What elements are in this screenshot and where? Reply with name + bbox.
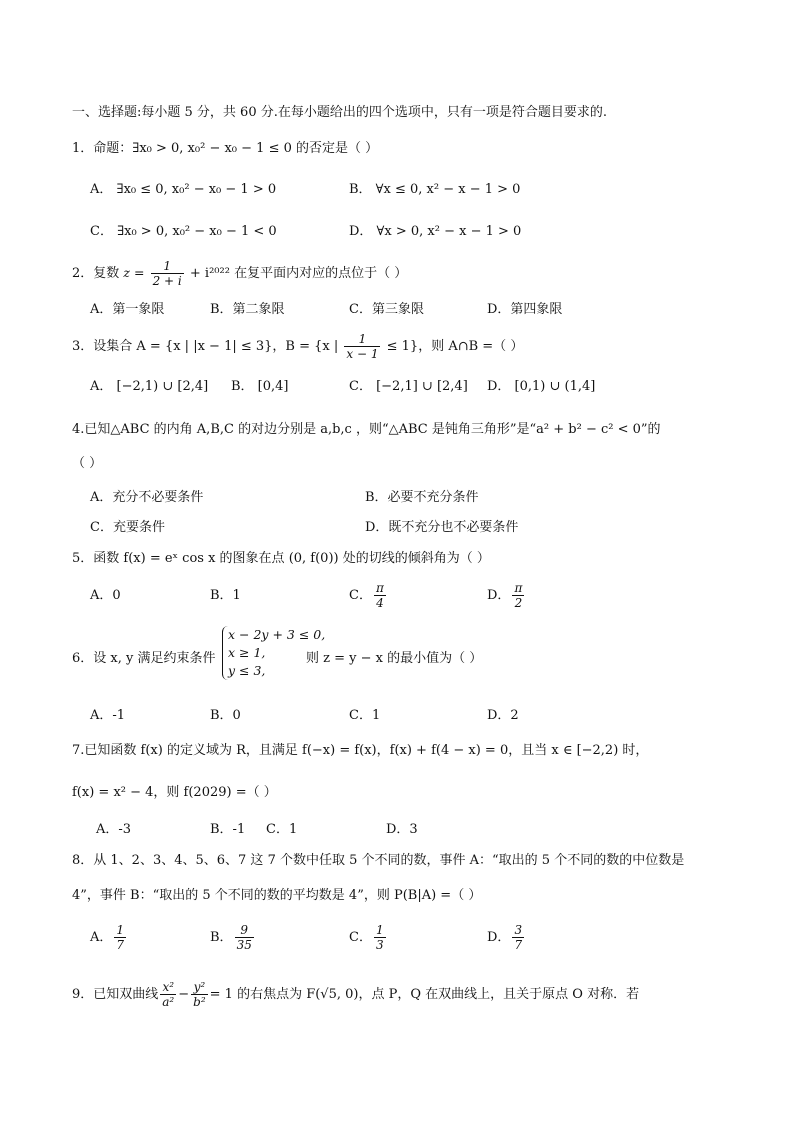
fraction-denominator: 4: [374, 595, 386, 610]
question-3-option-d: D． [0,1) ∪ (1,4]: [487, 379, 596, 394]
question-8-option-a: [90, 922, 128, 954]
option-fraction: [114, 923, 126, 952]
question-7-option-c: C．1: [266, 822, 298, 837]
question-6-option-a: A．-1: [90, 708, 126, 723]
question-7-option-a: A．-3: [96, 822, 132, 837]
question-2-option-d: D．第四象限: [487, 302, 563, 317]
fraction-denominator: 3: [375, 938, 384, 952]
question-7-stem-line-2: f(x) = x² − 4，则 f(2029) =（ ）: [72, 785, 277, 800]
question-2-option-a: A．第一象限: [90, 302, 165, 317]
fraction-numerator: 1: [358, 332, 367, 346]
question-1-option-c: C． ∃x₀ > 0, x₀² − x₀ − 1 < 0: [90, 224, 277, 239]
question-2-stem: [72, 258, 407, 289]
option-label: A．: [90, 930, 113, 945]
constraint-2: x ≥ 1,: [228, 645, 266, 660]
question-1-stem: 1．命题：∃x₀ > 0, x₀² − x₀ − 1 ≤ 0 的否定是（ ）: [72, 141, 379, 156]
question-2-suffix: + i²⁰²² 在复平面内对应的点位于（ ）: [189, 266, 408, 281]
question-3-option-a: A． [−2,1) ∪ [2,4]: [90, 379, 209, 394]
fraction-denominator: 7: [514, 938, 523, 952]
option-fraction: [512, 923, 524, 952]
section-header: 一、选择题:每小题 5 分，共 60 分.在每小题给出的四个选项中，只有一项是符合题目要求的.: [72, 105, 607, 120]
question-9-stem: [72, 978, 639, 1012]
fraction-denominator: x − 1: [346, 347, 379, 361]
option-label: D．: [487, 588, 511, 603]
fraction-numerator: 9: [240, 923, 249, 937]
question-8-option-c: [349, 922, 388, 954]
fraction-numerator: x²: [162, 980, 175, 994]
fraction-denominator: 7: [116, 938, 125, 952]
fraction-denominator: 2: [512, 595, 524, 610]
question-2-z: z =: [123, 265, 145, 280]
fraction-denominator: 35: [236, 938, 252, 952]
option-label: C．: [349, 930, 372, 945]
question-3-option-b: B． [0,4]: [231, 379, 289, 394]
fraction-numerator: y²: [193, 980, 206, 994]
question-3-option-c: C． [−2,1] ∪ [2,4]: [349, 379, 468, 394]
question-7-option-b: B．-1: [210, 822, 246, 837]
question-4-answer-paren: （ ）: [72, 456, 103, 471]
question-1-option-d: D． ∀x > 0, x² − x − 1 > 0: [349, 224, 522, 239]
fraction-denominator: a²: [162, 995, 175, 1009]
question-7-option-d: D．3: [386, 822, 418, 837]
question-5-option-d: [487, 580, 526, 612]
option-label: B．: [210, 930, 233, 945]
question-1-option-b: B． ∀x ≤ 0, x² − x − 1 > 0: [349, 182, 521, 197]
question-5-option-a: A．0: [90, 588, 121, 603]
constraint-3: y ≤ 3,: [228, 663, 266, 678]
option-fraction: [512, 581, 524, 610]
fraction-numerator: 3: [514, 923, 523, 937]
question-2-option-c: C．第三象限: [349, 302, 424, 317]
question-8-option-b: [210, 922, 256, 954]
question-2-prefix: 2．复数: [72, 266, 120, 281]
question-5-option-c: [349, 580, 388, 612]
option-fraction: [374, 923, 386, 952]
question-9-part-a: 9．已知双曲线: [72, 987, 159, 1002]
question-7-stem-line-1: 7.已知函数 f(x) 的定义域为 R，且满足 f(−x) = f(x)，f(x) + f(4 − x) = 0，且当 x ∈ [−2,2) 时，: [72, 743, 649, 758]
option-fraction: [235, 923, 254, 952]
question-4-option-a: A．充分不必要条件: [90, 490, 204, 505]
question-9-fraction-x: [160, 980, 176, 1009]
question-4-option-b: B．必要不充分条件: [365, 490, 479, 505]
question-6-option-c: C．1: [349, 708, 381, 723]
question-4-option-d: D．既不充分也不必要条件: [365, 520, 519, 535]
question-8-option-d: [487, 922, 526, 954]
fraction-numerator: π: [514, 581, 523, 595]
question-5-stem: 5．函数 f(x) = eˣ cos x 的图象在点 (0, f(0)) 处的切线的倾斜角为（ ）: [72, 551, 490, 566]
question-9-fraction-y: [191, 980, 208, 1009]
question-6-option-d: D．2: [487, 708, 519, 723]
constraint-1: x − 2y + 3 ≤ 0,: [228, 627, 326, 642]
fraction-denominator: 2 + i: [152, 274, 182, 288]
question-3-stem: [72, 332, 523, 362]
option-label: D．: [487, 930, 511, 945]
question-3-part-a: 3．设集合 A = {x | |x − 1| ≤ 3}，B = {x |: [72, 339, 339, 354]
question-8-stem-line-1: 8．从 1、2、3、4、5、6、7 这 7 个数中任取 5 个不同的数，事件 A：“取出的 5 个不同的数的中位数是: [72, 853, 685, 868]
fraction-numerator: π: [375, 581, 384, 595]
option-fraction: [374, 581, 386, 610]
question-8-stem-line-2: 4”，事件 B：“取出的 5 个不同的数的平均数是 4”，则 P(B|A) =（ ）: [72, 888, 482, 903]
question-2-fraction: [151, 259, 184, 288]
question-6-stem-b: 则 z = y − x 的最小值为（ ）: [306, 651, 483, 666]
option-label: C．: [349, 588, 372, 603]
question-4-option-c: C．充要条件: [90, 520, 165, 535]
question-6-option-b: B．0: [210, 708, 241, 723]
fraction-numerator: 1: [116, 923, 125, 937]
fraction-numerator: 1: [375, 923, 384, 937]
question-9-part-b: = 1 的右焦点为 F(√5, 0)，点 P，Q 在双曲线上，且关于原点 O 对称．若: [209, 987, 640, 1002]
minus-sign: −: [178, 987, 190, 1002]
fraction-denominator: b²: [193, 995, 206, 1009]
fraction-numerator: 1: [163, 259, 171, 273]
question-5-option-b: B．1: [210, 588, 241, 603]
question-2-option-b: B．第二象限: [210, 302, 285, 317]
question-1-option-a: A． ∃x₀ ≤ 0, x₀² − x₀ − 1 > 0: [90, 182, 277, 197]
question-3-part-b: ≤ 1}，则 A∩B =（ ）: [386, 339, 524, 354]
question-6-stem-a: 6．设 x, y 满足约束条件: [72, 651, 216, 666]
question-4-stem: 4.已知△ABC 的内角 A,B,C 的对边分别是 a,b,c ，则“△ABC 是钝角三角形”是“a² + b² − c² < 0”的: [72, 422, 661, 437]
question-3-fraction: [344, 332, 380, 361]
